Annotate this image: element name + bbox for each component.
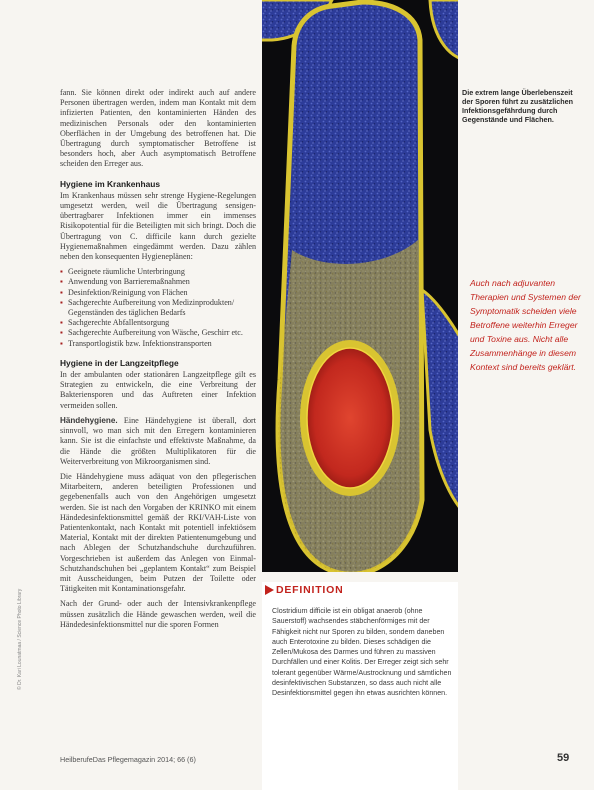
list-item: ▪ Sachgerechte Aufbereitung von Wäsche, Geschirr etc. — [60, 328, 256, 338]
photo-credit: © Dr. Kari Lounatmaa / Science Photo Library — [17, 588, 23, 690]
list-item: ▪ Sachgerechte Aufbereitung von Medizinprodukten/ Gegenständen des täglichen Bedarfs — [60, 298, 256, 318]
list-item: ▪ Sachgerechte Abfallentsorgung — [60, 318, 256, 328]
article-paragraph: Nach der Grund- oder auch der Intensivkrankenpflege müssen zusätzlich die Hände gewaschen werden, weil die Händedesinfektionsmittel nur die sporen Formen — [60, 599, 256, 629]
paragraph-text: Eine Händehygiene ist überall, dort sinnvoll, wo man sich mit den Erregern kontaminieren kann. Sie ist die einfachste und effektivste Maßnahme, da die Hände die größten Multiplikatoren für die Weiterverbreitung von Mikroorganismen sind. — [60, 415, 256, 466]
definition-title: DEFINITION — [276, 584, 344, 596]
run-in-heading: Händehygiene. — [60, 415, 118, 425]
journal-footer: HeilberufeDas Pflegemagazin 2014; 66 (6) — [60, 755, 196, 764]
article-paragraph: Die Händehygiene muss adäquat von den pflegerischen Mitarbeitern, anderen beteiligten Professionen und gegebenenfalls auch von den Angehörigen umgesetzt werden. Sie ist nach den Vorgaben der KRINKO mit einem Händedesinfektionsmittel gemäß der RKI/VAH-Liste von Patientenkontakt, nach Kontakt mit potentiell infektiösem Material, Kontakt mit der direkten Patientenumgebung und nach Ablegen der Schutzhandschuhe durchzuführen. Vorgeschrieben ist außerdem das Anlegen von Einmal-Schutzhandschuhen bei „geplantem Kontakt“ zum Beispiel mit Ausscheidungen, beim Putzen der Toilette oder Tätigkeiten mit Kontaminationsgefahr. — [60, 471, 256, 594]
list-item: ▪ Transportlogistik bzw. Infektionstransporten — [60, 339, 256, 349]
article-paragraph: In der ambulanten oder stationären Langzeitpflege gilt es Strategien zu entwickeln, die eine Verbreitung der Bakteriensporen und das Auftreten einer Infektion vermeiden sollen. — [60, 370, 256, 410]
section-heading-longterm: Hygiene in der Langzeitpflege — [60, 357, 179, 368]
micrograph-illustration — [262, 0, 458, 572]
pull-quote: Auch nach adjuvanten Therapien und Systemen der Symptomatik scheiden viele Betroffene weiterhin Erreger und Toxine aus. Nicht alle Zusammenhänge in diesem Kontext sind bereits geklärt. — [470, 278, 581, 372]
page-number: 59 — [557, 752, 570, 764]
article-paragraph: fann. Sie können direkt oder indirekt auch auf andere Personen übertragen werden, indem man Kontakt mit dem infizierten Patienten, den kontaminierten Händen des medizinischen Personals oder den kontaminierten Oberflächen in der Umgebung des betroffenen hat. Die Übertragung durch symptomatischer Betroffene ist besonders hoch, aber Auch asymptomatisch Betroffene scheiden den Erreger aus. — [60, 88, 256, 169]
article-paragraph — [60, 416, 256, 467]
definition-text: Clostridium difficile ist ein obligat anaerob (ohne Sauerstoff) wachsendes stäbchenförmiges mit der Fähigkeit nicht nur Sporen zu bilden, sondern daneben auch Enterotoxine zu bilden. Dieses schädigen die Zellen/Mukosa des Darmes und führen zu massiven Durchfällen und einer Kolitis. Der Erreger zeigt sich sehr tolerant gegenüber Wärme/Austrocknung und sämtlichen desinfektivischen Substanzen, so dass auch nicht alle Desinfektionsmittel gegen ihn etwas ausrichten können. — [272, 607, 452, 698]
bacterium-micrograph-image — [262, 0, 458, 572]
list-item: ▪ Anwendung von Barrieremaßnahmen — [60, 277, 256, 287]
photo-caption: Die extrem lange Überlebenszeit der Sporen führt zu zusätzlichen Infektionsgefährdung durch Gegenstände und Flächen. — [462, 88, 574, 124]
article-column — [60, 88, 256, 635]
list-item: ▪ Desinfektion/Reinigung von Flächen — [60, 288, 256, 298]
hygiene-measures-list — [60, 267, 256, 349]
article-paragraph: Im Krankenhaus müssen sehr strenge Hygiene-Regelungen umgesetzt werden, weil die Übertragung sensigen-übertragbarer Infektionen immer ein immenses Risikopotential für die Beteiligten mit sich bringt. Doch die Übertragung von C. difficile kann durch gezielte Hygienemaßnahmen eingedämmt werden. Dazu zählen neben den konsequenten Hygieneplänen: — [60, 190, 256, 262]
list-item: ▪ Geeignete räumliche Unterbringung — [60, 267, 256, 277]
section-heading-hospital: Hygiene im Krankenhaus — [60, 178, 161, 189]
